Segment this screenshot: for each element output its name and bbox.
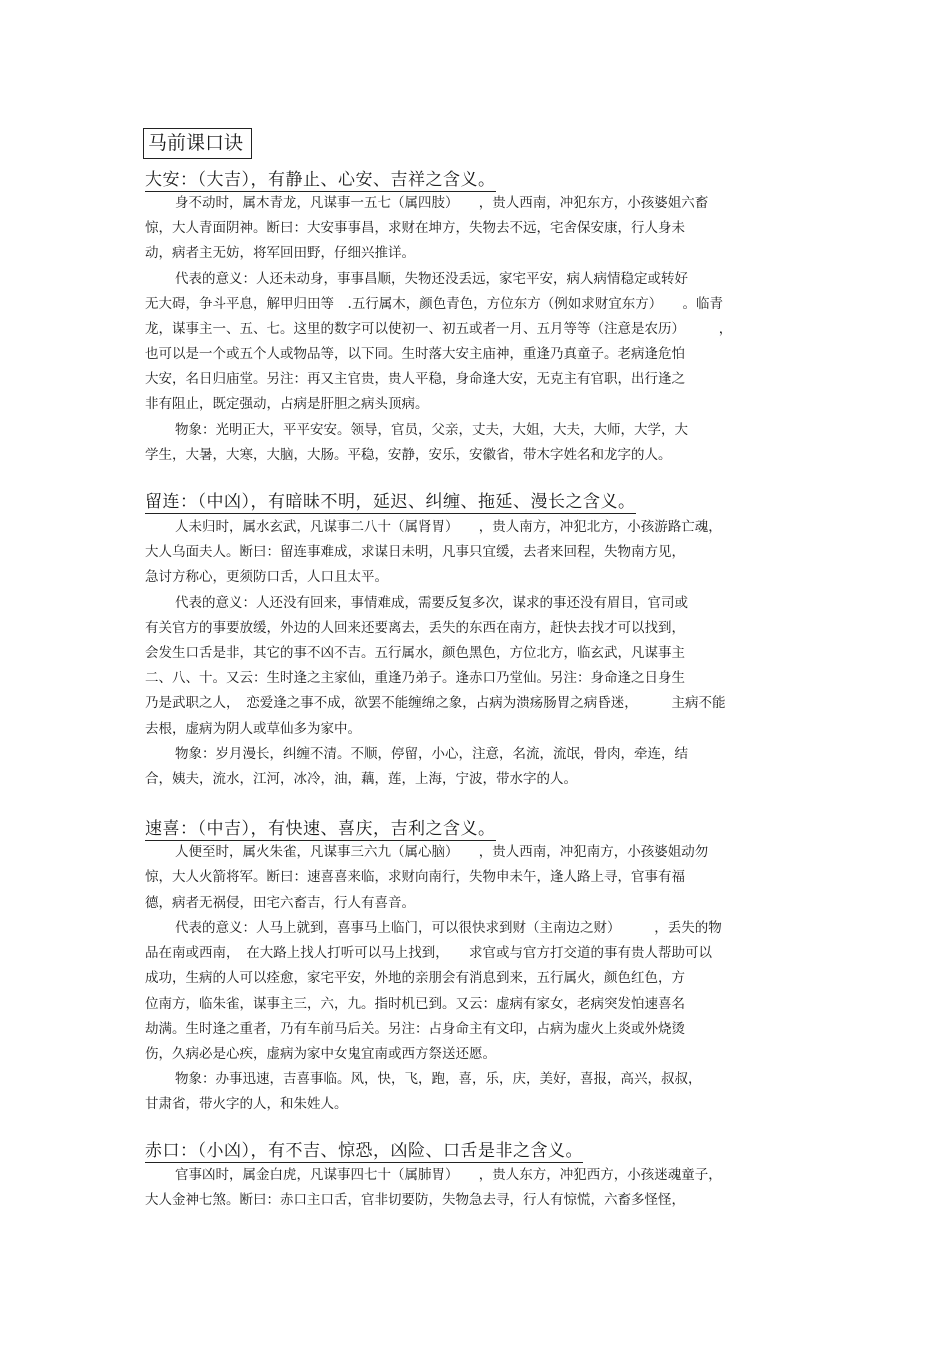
paragraph-line: 劫满。生时逢之重者，乃有车前马后关。另注：占身命主有文印，占病为虚火上炎或外烧烫 (145, 1021, 685, 1037)
paragraph-line: 成功，生病的人可以痊愈，家宅平安，外地的亲朋会有消息到来，五行属火，颜色红色，方 (145, 970, 685, 986)
paragraph-line: 二、八、十。又云：生时逢之主家仙，重逢乃弟子。逢赤口乃堂仙。另注：身命逢之日身生 (145, 670, 685, 686)
paragraph-line: 物象：光明正大，平平安安。领导，官员，父亲，丈夫，大姐，大夫，大师，大学，大 (175, 422, 688, 438)
paragraph-line: 有关官方的事要放缓，外边的人回来还要离去，丢失的东西在南方，赶快去找才可以找到， (145, 620, 685, 636)
paragraph-line: 代表的意义：人还未动身，事事昌顺，失物还没丢远，家宅平安，病人病情稳定或转好 (175, 271, 688, 287)
paragraph-line: 物象：岁月漫长，纠缠不清。不顺，停留，小心，注意，名流，流氓，骨肉，牵连，结 (175, 746, 688, 762)
paragraph-line: 位南方，临朱雀，谋事主三，六，九。指时机已到。又云：虚病有家女，老病突发怕速喜名 (145, 996, 685, 1012)
paragraph-line: 动，病者主无妨，将军回田野，仔细兴推详。 (145, 245, 415, 261)
paragraph-line: 会发生口舌是非，其它的事不凶不吉。五行属水，颜色黑色，方位北方，临玄武，凡谋事主 (145, 645, 685, 661)
paragraph-line: 大人金神七煞。断曰：赤口主口舌，官非切要防，失物急去寻，行人有惊慌，六畜多怪怪， (145, 1192, 685, 1208)
section-heading: 赤口：（小凶），有不吉、惊恐，凶险、口舌是非之含义。 (145, 1141, 583, 1161)
paragraph-line: 人未归时，属水玄武，凡谋事二八十（属肾胃） ，贵人南方，冲犯北方，小孩游路亡魂， (175, 519, 722, 535)
paragraph-line: 无大碍，争斗平息，解甲归田等 .五行属木，颜色青色，方位东方（例如求财宜东方） 。临青 (145, 296, 724, 312)
paragraph-line: 惊，大人火箭将军。断曰：速喜喜来临，求财向南行，失物申未午，逢人路上寻，官事有福 (145, 869, 685, 885)
paragraph-line: 物象：办事迅速，吉喜事临。风，快，飞，跑，喜，乐，庆，美好，喜报，高兴，叔叔， (175, 1071, 702, 1087)
paragraph-line: 代表的意义：人还没有回来，事情难成，需要反复多次，谋求的事还没有眉目，官司或 (175, 595, 688, 611)
paragraph-line: 乃是武职之人， 恋爱逢之事不成，欲罢不能缠绵之象，占病为溃疡肠胃之病昏迷， 主病不能 (145, 695, 726, 711)
paragraph-line: 身不动时，属木青龙，凡谋事一五七（属四肢） ，贵人西南，冲犯东方，小孩婆姐六畜 (175, 195, 709, 211)
paragraph-line: 学生，大暑，大寒，大脑，大肠。平稳，安静，安乐，安徽省，带木字姓名和龙字的人。 (145, 447, 672, 463)
page-title: 马前课口诀 (143, 128, 252, 159)
paragraph-line: 急讨方称心，更须防口舌，人口且太平。 (145, 569, 388, 585)
paragraph-line: 甘肃省，带火字的人，和朱姓人。 (145, 1096, 348, 1112)
paragraph-line: 大人乌面夫人。断曰：留连事难成，求谋日未明，凡事只宜缓，去者来回程，失物南方见， (145, 544, 685, 560)
paragraph-line: 大安，名日归庙堂。另注：再又主官贵，贵人平稳，身命逢大安，无克主有官职，出行逢之 (145, 371, 685, 387)
paragraph-line: 龙，谋事主一、五、七。这里的数字可以使初一、初五或者一月、五月等等（注意是农历） ， (145, 321, 733, 337)
paragraph-line: 人便至时，属火朱雀，凡谋事三六九（属心脑） ，贵人西南，冲犯南方，小孩婆姐动勿 (175, 844, 709, 860)
paragraph-line: 去根，虚病为阴人或草仙多为家中。 (145, 721, 361, 737)
section-heading: 速喜：（中吉），有快速、喜庆，吉利之含义。 (145, 819, 496, 839)
paragraph-line: 惊，大人青面阴神。断曰：大安事事昌，求财在坤方，失物去不远，宅舍保安康，行人身未 (145, 220, 685, 236)
paragraph-line: 德，病者无祸侵，田宅六畜吉，行人有喜音。 (145, 895, 415, 911)
paragraph-line: 伤，久病必是心疾，虚病为家中女鬼宜南或西方祭送还愿。 (145, 1046, 496, 1062)
paragraph-line: 官事凶时，属金白虎，凡谋事四七十（属肺胃） ，贵人东方，冲犯西方，小孩迷魂童子， (175, 1167, 722, 1183)
paragraph-line: 品在南或西南， 在大路上找人打听可以马上找到， 求官或与官方打交道的事有贵人帮助可以 (145, 945, 712, 961)
paragraph-line: 也可以是一个或五个人或物品等，以下同。生时落大安主庙神，重逢乃真童子。老病逢危怕 (145, 346, 685, 362)
section-heading: 大安：（大吉），有静止、心安、吉祥之含义。 (145, 170, 496, 190)
paragraph-line: 非有阻止，既定强动，占病是肝胆之病头顶病。 (145, 396, 429, 412)
paragraph-line: 代表的意义：人马上就到，喜事马上临门，可以很快求到财（主南边之财） ，丢失的物 (175, 920, 722, 936)
section-heading: 留连：（中凶），有暗昧不明，延迟、纠缠、拖延、漫长之含义。 (145, 492, 636, 512)
paragraph-line: 合，姨夫，流水，江河，冰冷，油，藕，莲，上海，宁波，带水字的人。 (145, 771, 577, 787)
